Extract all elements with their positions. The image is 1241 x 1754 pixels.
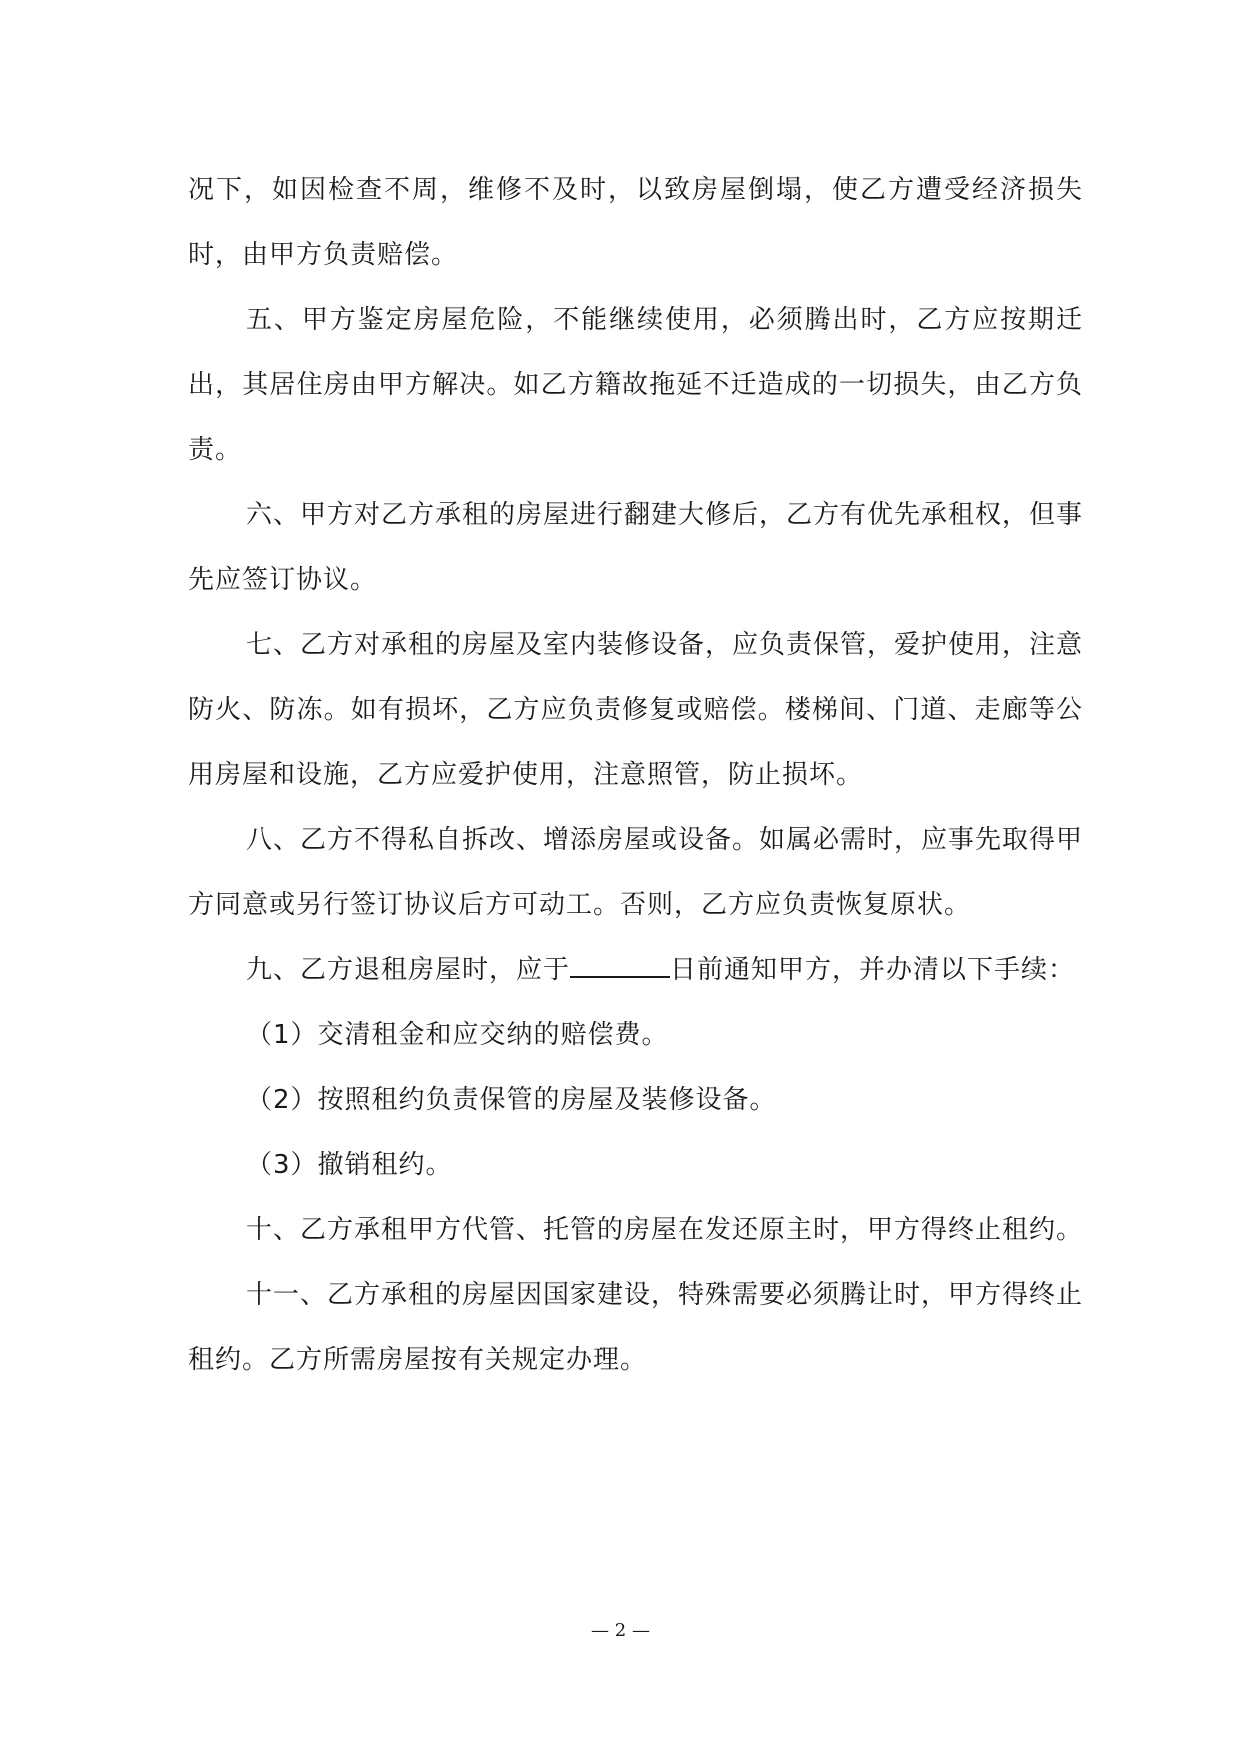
fill-in-blank <box>570 952 670 978</box>
clause-8: 八、乙方不得私自拆改、增添房屋或设备。如属必需时，应事先取得甲方同意或另行签订协议后方可动工。否则，乙方应负责恢复原状。 <box>188 825 1084 920</box>
paragraph-continuation: 况下，如因检查不周，维修不及时，以致房屋倒塌，使乙方遭受经济损失时，由甲方负责赔偿。 <box>188 175 1083 270</box>
clause-9-item-1: （1）交清租金和应交纳的赔偿费。 <box>246 1020 669 1050</box>
clause-9-item-3: （3）撤销租约。 <box>246 1150 453 1180</box>
clause-9-text-before: 九、乙方退租房屋时，应于 <box>246 955 571 985</box>
clause-9-text-after: 日前通知甲方，并办清以下手续： <box>670 955 1076 985</box>
page-number: — 2 — <box>591 1620 650 1641</box>
clause-9 <box>188 938 1083 1003</box>
clause-6: 六、甲方对乙方承租的房屋进行翻建大修后，乙方有优先承租权，但事先应签订协议。 <box>188 500 1084 595</box>
clause-10: 十、乙方承租甲方代管、托管的房屋在发还原主时，甲方得终止租约。 <box>246 1215 1084 1245</box>
clause-7: 七、乙方对承租的房屋及室内装修设备，应负责保管，爱护使用，注意防火、防冻。如有损坏，乙方应负责修复或赔偿。楼梯间、门道、走廊等公用房屋和设施，乙方应爱护使用，注意照管，防止损坏。 <box>188 630 1084 790</box>
document-body <box>188 158 1083 1393</box>
clause-5: 五、甲方鉴定房屋危险，不能继续使用，必须腾出时，乙方应按期迁出，其居住房由甲方解决。如乙方籍故拖延不迁造成的一切损失，由乙方负责。 <box>188 305 1083 465</box>
clause-9-item-2: （2）按照租约负责保管的房屋及装修设备。 <box>246 1085 777 1115</box>
clause-11: 十一、乙方承租的房屋因国家建设，特殊需要必须腾让时，甲方得终止租约。乙方所需房屋按有关规定办理。 <box>188 1280 1084 1375</box>
